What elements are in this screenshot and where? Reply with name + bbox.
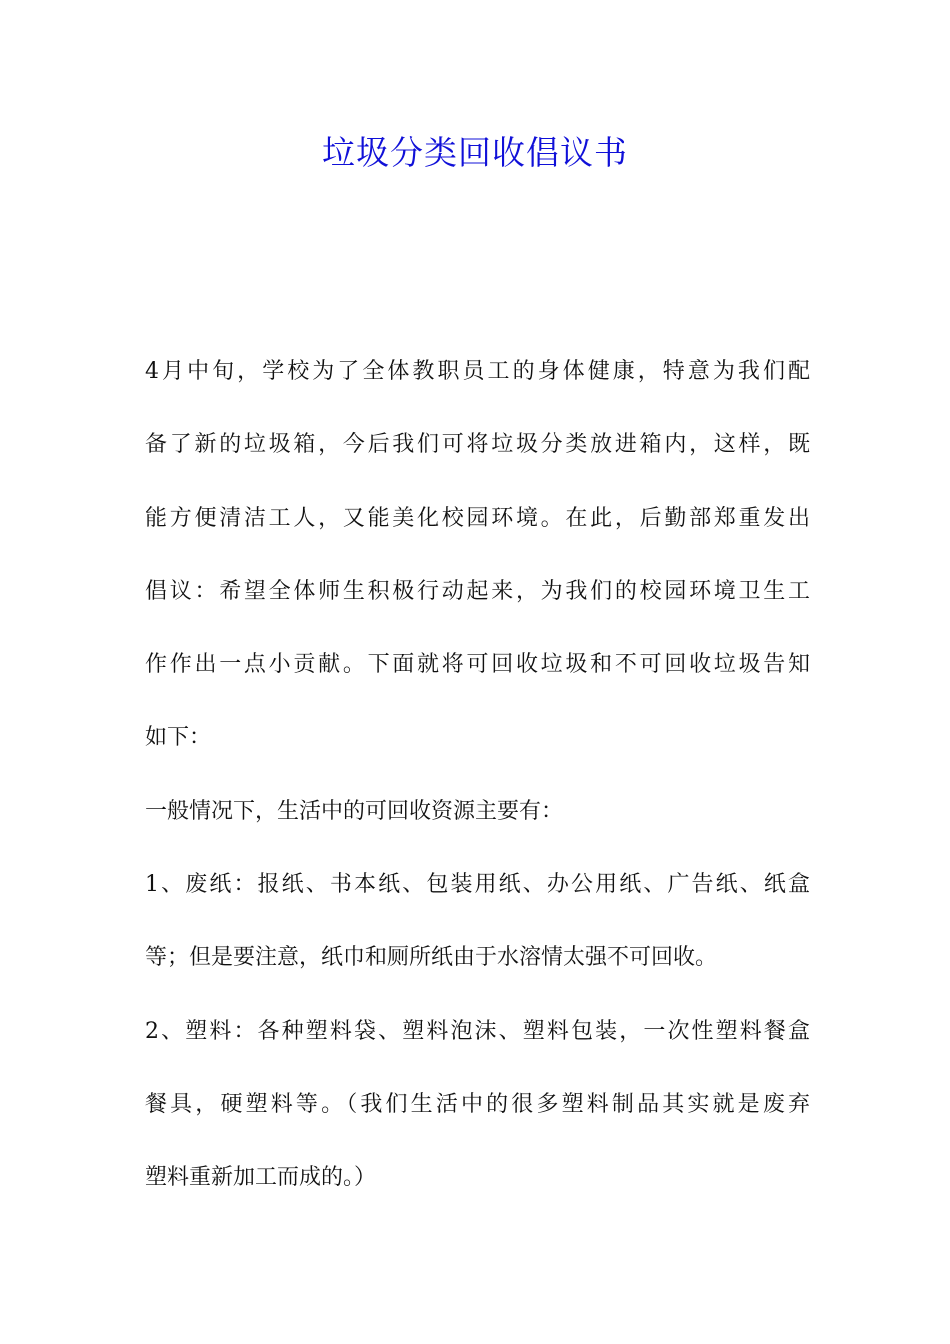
document-title: 垃圾分类回收倡议书 [322,133,628,172]
body-line: 一般情况下，生活中的可回收资源主要有： [145,798,564,824]
body-line: 2、塑料：各种塑料袋、塑料泡沫、塑料包装，一次性塑料餐盒 [145,1018,810,1044]
body-line: 餐具，硬塑料等。（我们生活中的很多塑料制品其实就是废弃 [145,1091,810,1117]
body-line: 能方便清洁工人，又能美化校园环境。在此，后勤部郑重发出 [145,505,810,531]
body-line: 等；但是要注意，纸巾和厕所纸由于水溶情太强不可回收。 [145,945,718,971]
body-line: 1、废纸：报纸、书本纸、包装用纸、办公用纸、广告纸、纸盒 [145,872,810,898]
body-line: 如下： [145,725,212,751]
body-line: 作作出一点小贡献。下面就将可回收垃圾和不可回收垃圾告知 [145,652,810,678]
body-line: 4月中旬，学校为了全体教职员工的身体健康，特意为我们配 [145,359,810,384]
body-line: 塑料重新加工而成的。） [145,1165,377,1191]
document-body [145,335,810,1215]
body-line: 备了新的垃圾箱，今后我们可将垃圾分类放进箱内，这样，既 [145,432,810,458]
body-line: 倡议：希望全体师生积极行动起来，为我们的校园环境卫生工 [145,578,810,604]
